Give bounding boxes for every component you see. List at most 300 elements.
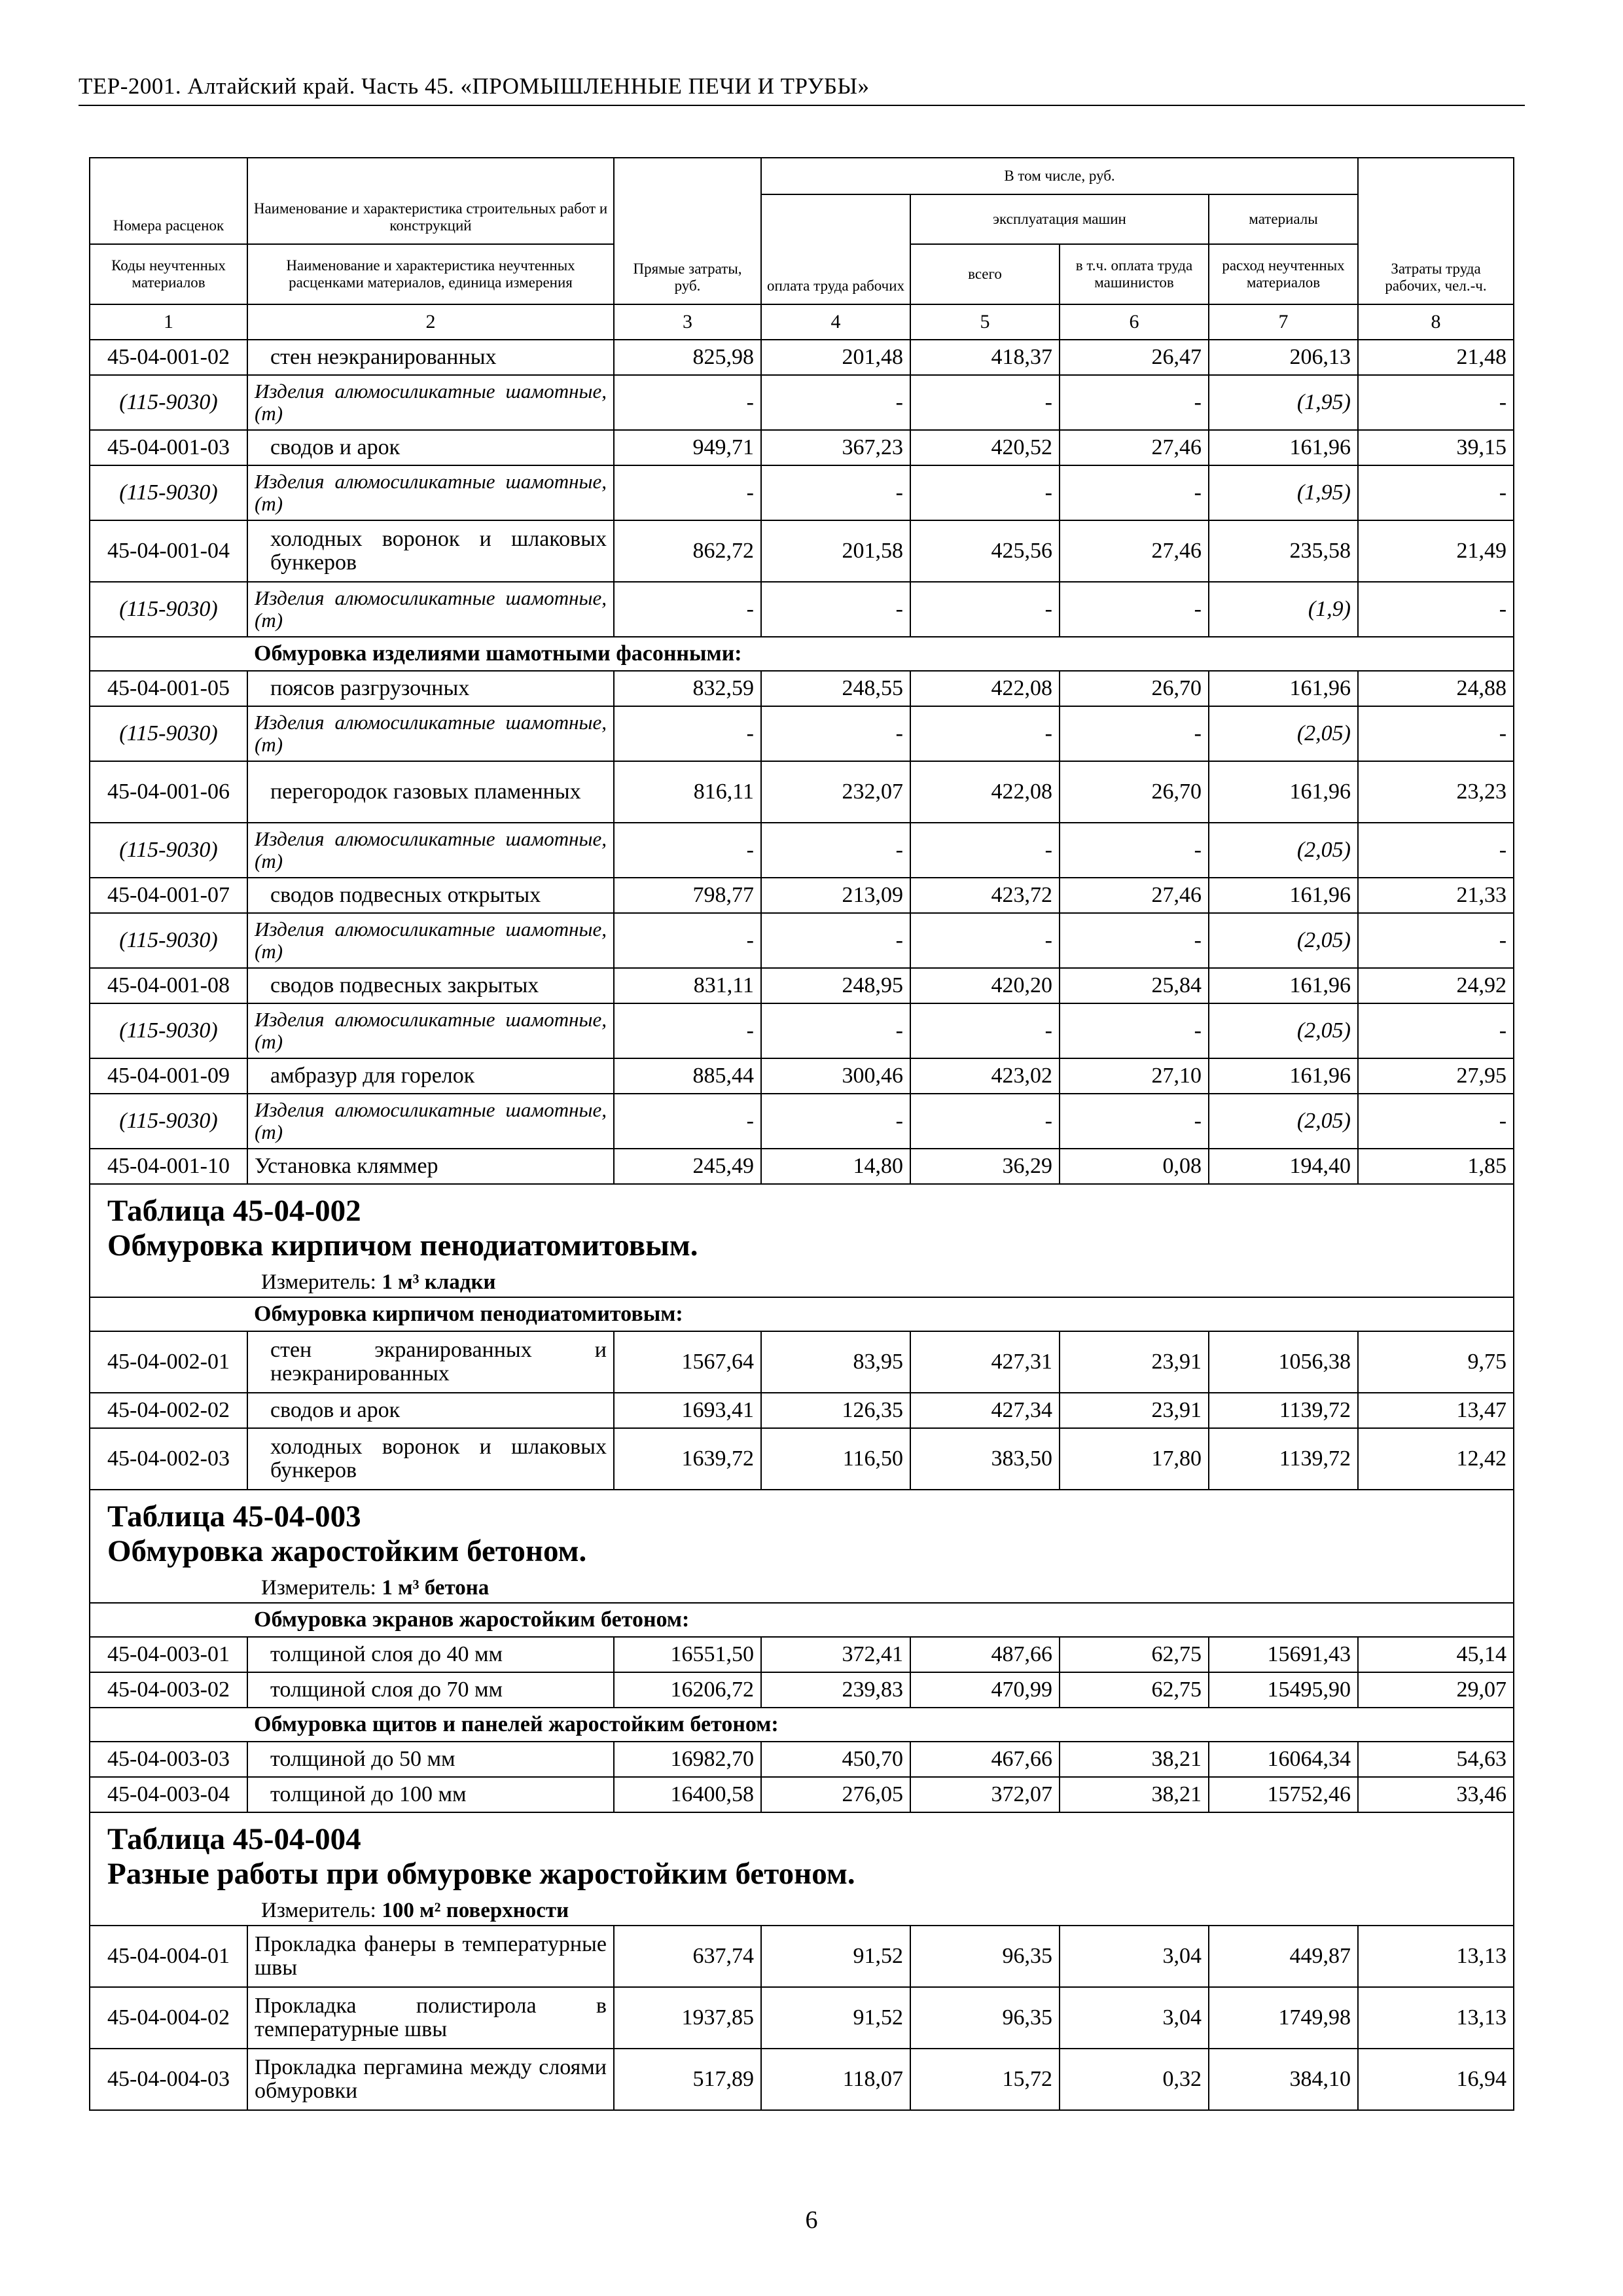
machines-total-value: 383,50 [910, 1428, 1060, 1490]
labor-costs-value: 54,63 [1358, 1742, 1514, 1777]
rate-code: 45-04-001-03 [90, 430, 247, 465]
material-quantity: (2,05) [1209, 706, 1358, 761]
subtable-heading-row [90, 1184, 1514, 1268]
materials-cost-value: 235,58 [1209, 520, 1358, 582]
empty-value: - [761, 1003, 910, 1058]
material-name: Изделия алюмосиликатные шамотные, (т) [247, 913, 614, 968]
rate-name: толщиной слоя до 70 мм [247, 1672, 614, 1708]
operators-pay-value: 27,46 [1060, 878, 1209, 913]
machines-total-value: 15,72 [910, 2049, 1060, 2110]
rate-code: 45-04-002-03 [90, 1428, 247, 1490]
rate-name: Прокладка фанеры в температурные швы [247, 1926, 614, 1987]
workers-pay-value: 450,70 [761, 1742, 910, 1777]
empty-value: - [1358, 465, 1514, 520]
column-number: 5 [910, 304, 1060, 340]
header-labor-costs: Затраты труда рабочих, чел.-ч. [1358, 158, 1514, 304]
operators-pay-value: 27,46 [1060, 430, 1209, 465]
machines-total-value: 420,52 [910, 430, 1060, 465]
operators-pay-value: 26,70 [1060, 761, 1209, 823]
page-header: ТЕР-2001. Алтайский край. Часть 45. «ПРОМЫШЛЕННЫЕ ПЕЧИ И ТРУБЫ» [79, 73, 870, 99]
material-code: (115-9030) [90, 465, 247, 520]
header-materials: материалы [1209, 194, 1358, 244]
empty-value: - [1060, 823, 1209, 878]
operators-pay-value: 3,04 [1060, 1987, 1209, 2049]
rate-row [90, 1393, 1514, 1428]
rate-code: 45-04-004-01 [90, 1926, 247, 1987]
table-number: Таблица 45-04-003 [107, 1499, 361, 1534]
rate-row [90, 340, 1514, 375]
section-row [90, 1708, 1514, 1742]
rate-name: поясов разгрузочных [247, 671, 614, 706]
empty-value: - [614, 913, 761, 968]
table-title: Обмуровка кирпичом пенодиатомитовым. [107, 1229, 698, 1263]
materials-cost-value: 161,96 [1209, 761, 1358, 823]
header-work-name: Наименование и характеристика строительных работ и конструкций [247, 158, 614, 244]
empty-value: - [1060, 375, 1209, 430]
materials-cost-value: 161,96 [1209, 671, 1358, 706]
workers-pay-value: 276,05 [761, 1777, 910, 1812]
rate-code: 45-04-001-05 [90, 671, 247, 706]
section-spacer [90, 1708, 247, 1742]
material-name: Изделия алюмосиликатные шамотные, (т) [247, 706, 614, 761]
section-spacer [90, 1297, 247, 1331]
labor-costs-value: 39,15 [1358, 430, 1514, 465]
section-heading: Обмуровка экранов жаростойким бетоном: [247, 1603, 1514, 1637]
measure-label: Измеритель: [261, 1899, 376, 1922]
table-number: Таблица 45-04-004 [107, 1822, 361, 1856]
rate-row [90, 968, 1514, 1003]
rate-row [90, 430, 1514, 465]
labor-costs-value: 33,46 [1358, 1777, 1514, 1812]
labor-costs-value: 27,95 [1358, 1058, 1514, 1094]
header-rate-numbers: Номера расценок [90, 158, 247, 244]
materials-cost-value: 161,96 [1209, 878, 1358, 913]
table-number: Таблица 45-04-002 [107, 1194, 361, 1228]
operators-pay-value: 23,91 [1060, 1393, 1209, 1428]
material-code: (115-9030) [90, 582, 247, 637]
material-row [90, 1094, 1514, 1149]
material-code: (115-9030) [90, 706, 247, 761]
table-title: Обмуровка жаростойким бетоном. [107, 1534, 587, 1568]
operators-pay-value: 23,91 [1060, 1331, 1209, 1393]
subtable-heading-row [90, 1812, 1514, 1896]
empty-value: - [761, 706, 910, 761]
workers-pay-value: 126,35 [761, 1393, 910, 1428]
workers-pay-value: 201,48 [761, 340, 910, 375]
rate-name: Прокладка полистирола в температурные швы [247, 1987, 614, 2049]
rate-name: Установка кляммер [247, 1149, 614, 1184]
labor-costs-value: 13,47 [1358, 1393, 1514, 1428]
empty-value: - [761, 465, 910, 520]
machines-total-value: 96,35 [910, 1926, 1060, 1987]
empty-value: - [761, 375, 910, 430]
materials-cost-value: 384,10 [1209, 2049, 1358, 2110]
rate-name: толщиной слоя до 40 мм [247, 1637, 614, 1672]
material-row [90, 1003, 1514, 1058]
column-number: 4 [761, 304, 910, 340]
empty-value: - [614, 1003, 761, 1058]
rate-name: холодных воронок и шлаковых бункеров [247, 520, 614, 582]
machines-total-value: 427,31 [910, 1331, 1060, 1393]
direct-costs-value: 1567,64 [614, 1331, 761, 1393]
subtable-heading-row [90, 1490, 1514, 1573]
material-quantity: (2,05) [1209, 913, 1358, 968]
column-number: 6 [1060, 304, 1209, 340]
operators-pay-value: 26,70 [1060, 671, 1209, 706]
empty-value: - [910, 375, 1060, 430]
rate-code: 45-04-004-03 [90, 2049, 247, 2110]
empty-value: - [910, 706, 1060, 761]
rate-name: холодных воронок и шлаковых бункеров [247, 1428, 614, 1490]
rate-name: стен экранированных и неэкранированных [247, 1331, 614, 1393]
labor-costs-value: 24,92 [1358, 968, 1514, 1003]
labor-costs-value: 1,85 [1358, 1149, 1514, 1184]
empty-value: - [1358, 913, 1514, 968]
operators-pay-value: 3,04 [1060, 1926, 1209, 1987]
workers-pay-value: 239,83 [761, 1672, 910, 1708]
empty-value: - [1060, 706, 1209, 761]
empty-value: - [1358, 1003, 1514, 1058]
direct-costs-value: 798,77 [614, 878, 761, 913]
header-workers-pay: оплата труда рабочих [761, 194, 910, 304]
workers-pay-value: 367,23 [761, 430, 910, 465]
header-unaccounted-materials: расход неучтенных материалов [1209, 244, 1358, 304]
rate-row [90, 2049, 1514, 2110]
direct-costs-value: 16400,58 [614, 1777, 761, 1812]
direct-costs-value: 862,72 [614, 520, 761, 582]
machines-total-value: 420,20 [910, 968, 1060, 1003]
material-quantity: (1,9) [1209, 582, 1358, 637]
rate-name: сводов и арок [247, 430, 614, 465]
rate-name: Прокладка пергамина между слоями обмуровки [247, 2049, 614, 2110]
section-row [90, 1297, 1514, 1331]
materials-cost-value: 1749,98 [1209, 1987, 1358, 2049]
rate-code: 45-04-001-02 [90, 340, 247, 375]
rate-name: сводов подвесных открытых [247, 878, 614, 913]
machines-total-value: 467,66 [910, 1742, 1060, 1777]
empty-value: - [1358, 706, 1514, 761]
operators-pay-value: 62,75 [1060, 1672, 1209, 1708]
machines-total-value: 372,07 [910, 1777, 1060, 1812]
materials-cost-value: 161,96 [1209, 1058, 1358, 1094]
materials-cost-value: 194,40 [1209, 1149, 1358, 1184]
material-row [90, 823, 1514, 878]
rate-row [90, 878, 1514, 913]
empty-value: - [614, 465, 761, 520]
rate-name: толщиной до 50 мм [247, 1742, 614, 1777]
rate-row [90, 1672, 1514, 1708]
rate-name: амбразур для горелок [247, 1058, 614, 1094]
machines-total-value: 487,66 [910, 1637, 1060, 1672]
subtable-heading [90, 1490, 1514, 1573]
section-spacer [90, 637, 247, 671]
material-name: Изделия алюмосиликатные шамотные, (т) [247, 375, 614, 430]
rate-row [90, 671, 1514, 706]
material-quantity: (2,05) [1209, 1003, 1358, 1058]
column-number: 8 [1358, 304, 1514, 340]
empty-value: - [1060, 1094, 1209, 1149]
measure-value: 100 м² поверхности [382, 1899, 569, 1922]
rate-name: стен неэкранированных [247, 340, 614, 375]
rate-code: 45-04-003-03 [90, 1742, 247, 1777]
material-quantity: (1,95) [1209, 375, 1358, 430]
rate-code: 45-04-003-04 [90, 1777, 247, 1812]
direct-costs-value: 1639,72 [614, 1428, 761, 1490]
rate-row [90, 1742, 1514, 1777]
material-name: Изделия алюмосиликатные шамотные, (т) [247, 465, 614, 520]
material-row [90, 465, 1514, 520]
empty-value: - [1358, 823, 1514, 878]
machines-total-value: 470,99 [910, 1672, 1060, 1708]
direct-costs-value: 245,49 [614, 1149, 761, 1184]
material-quantity: (1,95) [1209, 465, 1358, 520]
direct-costs-value: 517,89 [614, 2049, 761, 2110]
materials-cost-value: 449,87 [1209, 1926, 1358, 1987]
material-code: (115-9030) [90, 913, 247, 968]
machines-total-value: 427,34 [910, 1393, 1060, 1428]
direct-costs-value: 16206,72 [614, 1672, 761, 1708]
materials-cost-value: 1139,72 [1209, 1428, 1358, 1490]
table-title: Разные работы при обмуровке жаростойким бетоном. [107, 1857, 855, 1891]
subtable-heading [90, 1184, 1514, 1268]
subtable-heading [90, 1812, 1514, 1896]
rate-row [90, 1149, 1514, 1184]
empty-value: - [910, 582, 1060, 637]
labor-costs-value: 21,48 [1358, 340, 1514, 375]
operators-pay-value: 26,47 [1060, 340, 1209, 375]
empty-value: - [910, 1003, 1060, 1058]
rate-code: 45-04-001-04 [90, 520, 247, 582]
material-code: (115-9030) [90, 1003, 247, 1058]
direct-costs-value: 637,74 [614, 1926, 761, 1987]
direct-costs-value: 16551,50 [614, 1637, 761, 1672]
direct-costs-value: 1937,85 [614, 1987, 761, 2049]
direct-costs-value: 1693,41 [614, 1393, 761, 1428]
operators-pay-value: 0,08 [1060, 1149, 1209, 1184]
machines-total-value: 96,35 [910, 1987, 1060, 2049]
header-machine-operation: эксплуатация машин [910, 194, 1209, 244]
workers-pay-value: 116,50 [761, 1428, 910, 1490]
measure-value: 1 м³ кладки [382, 1270, 496, 1294]
rate-row [90, 1637, 1514, 1672]
rate-row [90, 1777, 1514, 1812]
machines-total-value: 36,29 [910, 1149, 1060, 1184]
direct-costs-value: 831,11 [614, 968, 761, 1003]
header-including: В том числе, руб. [761, 158, 1358, 194]
machines-total-value: 423,02 [910, 1058, 1060, 1094]
column-number: 3 [614, 304, 761, 340]
material-quantity: (2,05) [1209, 1094, 1358, 1149]
empty-value: - [614, 706, 761, 761]
empty-value: - [614, 582, 761, 637]
workers-pay-value: 201,58 [761, 520, 910, 582]
machines-total-value: 422,08 [910, 671, 1060, 706]
operators-pay-value: 27,10 [1060, 1058, 1209, 1094]
materials-cost-value: 161,96 [1209, 430, 1358, 465]
header-incl-operators-pay: в т.ч. оплата труда машинистов [1060, 244, 1209, 304]
direct-costs-value: 832,59 [614, 671, 761, 706]
material-name: Изделия алюмосиликатные шамотные, (т) [247, 1003, 614, 1058]
rate-row [90, 1428, 1514, 1490]
section-heading: Обмуровка щитов и панелей жаростойким бетоном: [247, 1708, 1514, 1742]
rate-code: 45-04-002-02 [90, 1393, 247, 1428]
empty-value: - [1358, 582, 1514, 637]
workers-pay-value: 118,07 [761, 2049, 910, 2110]
direct-costs-value: 816,11 [614, 761, 761, 823]
rate-code: 45-04-002-01 [90, 1331, 247, 1393]
operators-pay-value: 38,21 [1060, 1777, 1209, 1812]
labor-costs-value: 13,13 [1358, 1987, 1514, 2049]
material-name: Изделия алюмосиликатные шамотные, (т) [247, 582, 614, 637]
machines-total-value: 422,08 [910, 761, 1060, 823]
empty-value: - [1060, 1003, 1209, 1058]
empty-value: - [614, 375, 761, 430]
materials-cost-value: 15495,90 [1209, 1672, 1358, 1708]
material-row [90, 913, 1514, 968]
section-heading: Обмуровка кирпичом пенодиатомитовым: [247, 1297, 1514, 1331]
measure-row [90, 1896, 1514, 1926]
empty-value: - [1358, 375, 1514, 430]
material-quantity: (2,05) [1209, 823, 1358, 878]
material-code: (115-9030) [90, 1094, 247, 1149]
direct-costs-value: 885,44 [614, 1058, 761, 1094]
measure-row [90, 1268, 1514, 1297]
empty-value: - [910, 1094, 1060, 1149]
empty-value: - [910, 823, 1060, 878]
labor-costs-value: 29,07 [1358, 1672, 1514, 1708]
rate-name: сводов подвесных закрытых [247, 968, 614, 1003]
measure-label: Измеритель: [261, 1270, 376, 1294]
empty-value: - [761, 823, 910, 878]
measure-row [90, 1573, 1514, 1603]
rate-code: 45-04-001-09 [90, 1058, 247, 1094]
empty-value: - [614, 1094, 761, 1149]
materials-cost-value: 1056,38 [1209, 1331, 1358, 1393]
material-code: (115-9030) [90, 823, 247, 878]
rate-name: перегородок газовых пламенных [247, 761, 614, 823]
empty-value: - [761, 913, 910, 968]
workers-pay-value: 213,09 [761, 878, 910, 913]
column-number: 7 [1209, 304, 1358, 340]
header-total: всего [910, 244, 1060, 304]
operators-pay-value: 0,32 [1060, 2049, 1209, 2110]
materials-cost-value: 15752,46 [1209, 1777, 1358, 1812]
rate-name: толщиной до 100 мм [247, 1777, 614, 1812]
section-heading: Обмуровка изделиями шамотными фасонными: [247, 637, 1514, 671]
labor-costs-value: 16,94 [1358, 2049, 1514, 2110]
rate-code: 45-04-001-08 [90, 968, 247, 1003]
rate-code: 45-04-003-02 [90, 1672, 247, 1708]
material-row [90, 706, 1514, 761]
operators-pay-value: 17,80 [1060, 1428, 1209, 1490]
rate-code: 45-04-004-02 [90, 1987, 247, 2049]
workers-pay-value: 14,80 [761, 1149, 910, 1184]
workers-pay-value: 232,07 [761, 761, 910, 823]
materials-cost-value: 15691,43 [1209, 1637, 1358, 1672]
labor-costs-value: 45,14 [1358, 1637, 1514, 1672]
material-code: (115-9030) [90, 375, 247, 430]
operators-pay-value: 62,75 [1060, 1637, 1209, 1672]
column-number: 2 [247, 304, 614, 340]
section-spacer [90, 1603, 247, 1637]
empty-value: - [910, 913, 1060, 968]
empty-value: - [1358, 1094, 1514, 1149]
measure-value: 1 м³ бетона [382, 1576, 490, 1600]
empty-value: - [614, 823, 761, 878]
material-row [90, 375, 1514, 430]
machines-total-value: 425,56 [910, 520, 1060, 582]
section-row [90, 1603, 1514, 1637]
rate-code: 45-04-003-01 [90, 1637, 247, 1672]
direct-costs-value: 949,71 [614, 430, 761, 465]
materials-cost-value: 1139,72 [1209, 1393, 1358, 1428]
empty-value: - [1060, 465, 1209, 520]
materials-cost-value: 161,96 [1209, 968, 1358, 1003]
column-number: 1 [90, 304, 247, 340]
header-rule [79, 105, 1525, 106]
empty-value: - [761, 1094, 910, 1149]
empty-value: - [761, 582, 910, 637]
workers-pay-value: 248,55 [761, 671, 910, 706]
operators-pay-value: 25,84 [1060, 968, 1209, 1003]
workers-pay-value: 372,41 [761, 1637, 910, 1672]
measure-unit [90, 1573, 1514, 1603]
direct-costs-value: 825,98 [614, 340, 761, 375]
workers-pay-value: 300,46 [761, 1058, 910, 1094]
rate-row [90, 761, 1514, 823]
material-name: Изделия алюмосиликатные шамотные, (т) [247, 1094, 614, 1149]
measure-unit [90, 1268, 1514, 1297]
rate-row [90, 1987, 1514, 2049]
section-row [90, 637, 1514, 671]
machines-total-value: 418,37 [910, 340, 1060, 375]
empty-value: - [1060, 913, 1209, 968]
machines-total-value: 423,72 [910, 878, 1060, 913]
workers-pay-value: 248,95 [761, 968, 910, 1003]
measure-label: Измеритель: [261, 1576, 376, 1600]
labor-costs-value: 21,49 [1358, 520, 1514, 582]
rate-code: 45-04-001-10 [90, 1149, 247, 1184]
materials-cost-value: 206,13 [1209, 340, 1358, 375]
operators-pay-value: 38,21 [1060, 1742, 1209, 1777]
labor-costs-value: 9,75 [1358, 1331, 1514, 1393]
page-number: 6 [805, 2206, 818, 2234]
rate-row [90, 1058, 1514, 1094]
rate-row [90, 520, 1514, 582]
materials-cost-value: 16064,34 [1209, 1742, 1358, 1777]
workers-pay-value: 91,52 [761, 1926, 910, 1987]
workers-pay-value: 91,52 [761, 1987, 910, 2049]
labor-costs-value: 13,13 [1358, 1926, 1514, 1987]
rates-table [89, 157, 1514, 2111]
rate-name: сводов и арок [247, 1393, 614, 1428]
rate-row [90, 1926, 1514, 1987]
labor-costs-value: 24,88 [1358, 671, 1514, 706]
header-materials-name: Наименование и характеристика неучтенных расценками материалов, единица измерения [247, 244, 614, 304]
empty-value: - [910, 465, 1060, 520]
header-direct-costs: Прямые затраты, руб. [614, 158, 761, 304]
rate-code: 45-04-001-07 [90, 878, 247, 913]
rate-row [90, 1331, 1514, 1393]
workers-pay-value: 83,95 [761, 1331, 910, 1393]
labor-costs-value: 12,42 [1358, 1428, 1514, 1490]
labor-costs-value: 21,33 [1358, 878, 1514, 913]
operators-pay-value: 27,46 [1060, 520, 1209, 582]
rate-code: 45-04-001-06 [90, 761, 247, 823]
direct-costs-value: 16982,70 [614, 1742, 761, 1777]
measure-unit [90, 1896, 1514, 1926]
material-name: Изделия алюмосиликатные шамотные, (т) [247, 823, 614, 878]
